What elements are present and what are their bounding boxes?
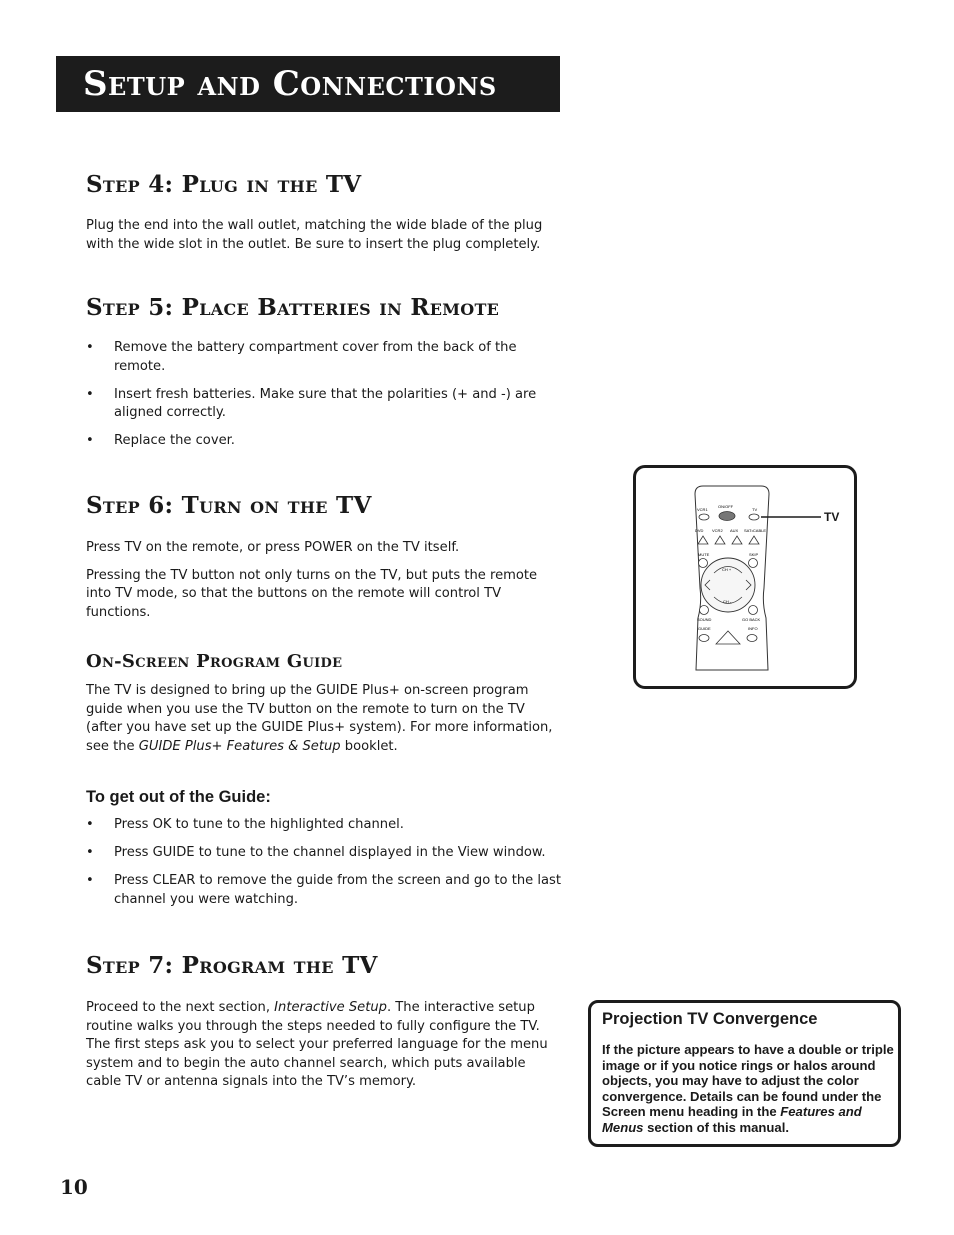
- list-item: • Press GUIDE to tune to the channel displayed in the View window.: [86, 844, 561, 863]
- exit-guide-section: [86, 788, 561, 919]
- step7-section: [86, 952, 561, 1092]
- step5-heading: Step 5: Place Batteries in Remote: [86, 294, 500, 321]
- step4-heading: Step 4: Plug in the TV: [86, 171, 362, 198]
- step5-section: [86, 294, 561, 460]
- goback-label: GO BACK: [742, 617, 761, 622]
- tv-callout-label: TV: [824, 510, 840, 524]
- exit-guide-heading: To get out of the Guide:: [86, 788, 271, 806]
- ch-up-label: CH +: [722, 567, 732, 572]
- step6-section: [86, 492, 561, 622]
- page-number: 10: [60, 1175, 88, 1199]
- guide-body-end: booklet.: [340, 738, 398, 754]
- guide-button: [699, 635, 709, 642]
- callout-body-end: section of this manual.: [643, 1119, 789, 1135]
- step6-paragraph-2: Pressing the TV button not only turns on the TV, but puts the remote into TV mode, so that the buttons on the remote will control TV functions.: [86, 567, 538, 620]
- vcr2-label: VCR2: [712, 528, 723, 533]
- list-item: • Press CLEAR to remove the guide from the screen and go to the last channel you were watching.: [86, 872, 561, 909]
- step4-body: Plug the end into the wall outlet, matching the wide blade of the plug with the wide slot in the outlet. Be sure to insert the plug completely.: [86, 218, 543, 252]
- callout-body-text: If the picture appears to have a double or triple image or if you notice rings or halos around objects, you may have to adjust the color convergence. Details can be found under the Screen menu heading in the: [602, 1042, 894, 1120]
- callout-body: [602, 1042, 895, 1136]
- aux-label: AUX: [730, 528, 739, 533]
- step7-section-ref: Interactive Setup: [274, 1000, 387, 1015]
- page-title: Setup and Connections: [83, 64, 497, 104]
- skip-button: [749, 559, 758, 568]
- list-item: • Remove the battery compartment cover from the back of the remote.: [86, 339, 561, 376]
- skip-label: SKIP: [749, 552, 759, 557]
- convergence-callout-box: [588, 1000, 901, 1147]
- ch-down-label: CH -: [723, 599, 732, 604]
- dvd-label: DVD: [695, 528, 704, 533]
- mute-button: [699, 559, 708, 568]
- step6-heading: Step 6: Turn on the TV: [86, 492, 372, 519]
- tv-button-label: TV: [752, 507, 758, 512]
- guide-section: [86, 651, 561, 756]
- exit-guide-list: [86, 816, 561, 909]
- power-button: [719, 512, 735, 521]
- callout-title: Projection TV Convergence: [602, 1010, 818, 1028]
- guide-booklet-title: GUIDE Plus+ Features & Setup: [138, 738, 341, 754]
- tv-mode-button: [749, 514, 759, 520]
- callout-section-ref: Features and Menus: [602, 1104, 862, 1135]
- onoff-label: ON/OFF: [718, 504, 734, 509]
- sound-label: SOUND: [697, 617, 712, 622]
- list-item: • Press OK to tune to the highlighted channel.: [86, 816, 561, 835]
- sound-button: [700, 606, 709, 615]
- info-label: INFO: [748, 626, 758, 631]
- remote-illustration-frame: [633, 465, 857, 689]
- section-banner: [56, 56, 560, 112]
- remote-illustration: [636, 468, 854, 686]
- guide-heading: On-Screen Program Guide: [86, 651, 343, 672]
- step4-section: [86, 171, 561, 254]
- guide-body-text: The TV is designed to bring up the GUIDE Plus+ on-screen program guide when you use the TV button on the remote to turn on the TV (after you have set up the GUIDE Plus+ system). For more information, see the: [86, 683, 553, 754]
- info-button: [747, 635, 757, 642]
- step7-heading: Step 7: Program the TV: [86, 952, 378, 979]
- vcr1-label: VCR1: [697, 507, 708, 512]
- goback-button: [749, 606, 758, 615]
- step5-bullet-list: [86, 339, 561, 451]
- mute-label: MUTE: [698, 552, 710, 557]
- step7-body-end: . The interactive setup routine walks you through the steps needed to fully configure the TV. The first steps ask you to select your preferred language for the menu system and to begin the auto channel search, which puts available cable TV or antenna signals into the TV’s memory.: [86, 1000, 548, 1090]
- vcr1-button: [699, 514, 709, 520]
- list-item: • Insert fresh batteries. Make sure that the polarities (+ and -) are aligned correctly.: [86, 386, 561, 423]
- guide-body: [86, 682, 561, 756]
- step6-paragraph-1: Press TV on the remote, or press POWER on the TV itself.: [86, 540, 460, 555]
- step7-body-text: Proceed to the next section,: [86, 1000, 275, 1015]
- satcable-label: SAT•CABLE: [744, 528, 766, 533]
- guide-label: GUIDE: [698, 626, 711, 631]
- list-item: • Replace the cover.: [86, 432, 561, 451]
- step7-body: [86, 999, 561, 1092]
